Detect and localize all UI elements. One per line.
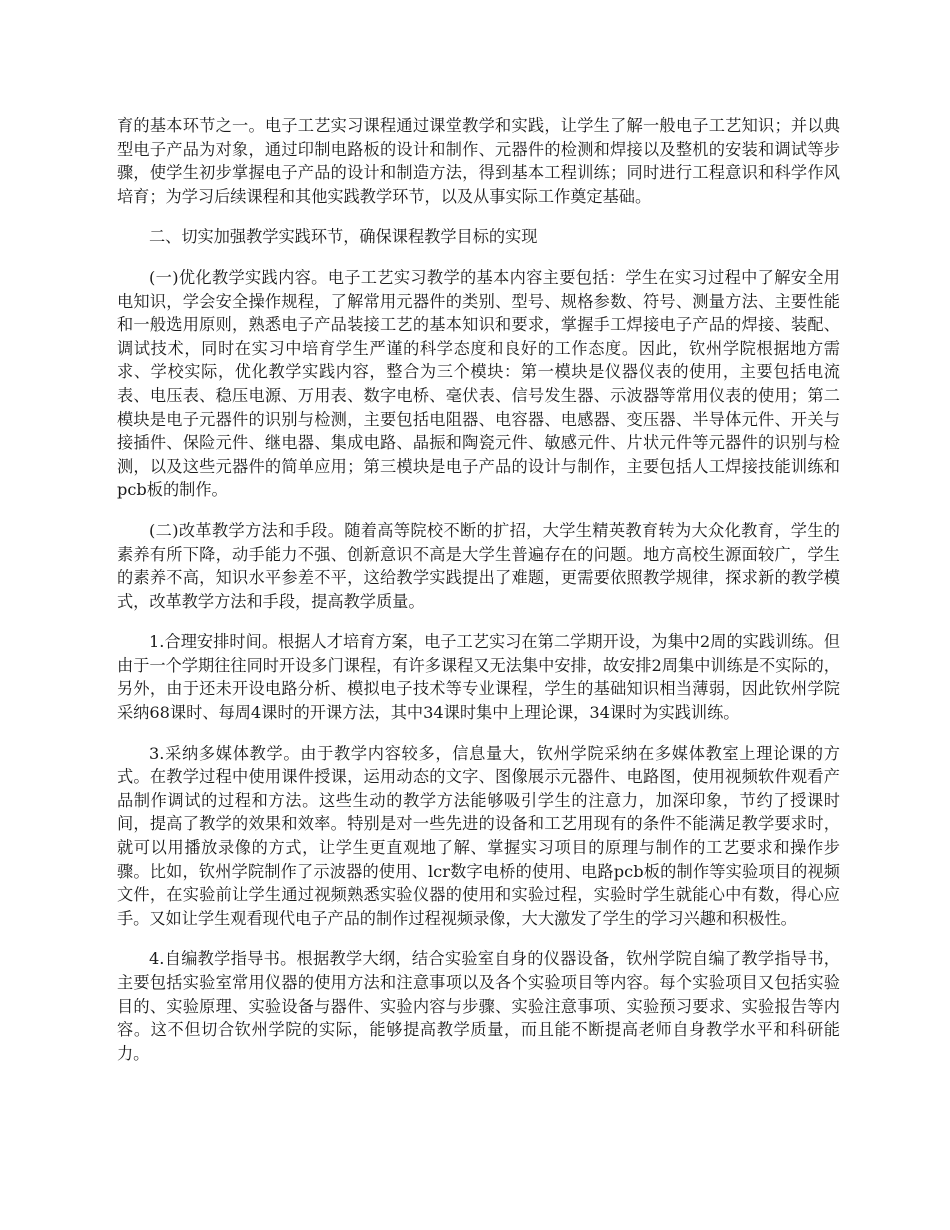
paragraph-reform-methods: (二)改革教学方法和手段。随着高等院校不断的扩招，大学生精英教育转为大众化教育，学生的素养有所下降，动手能力不强、创新意识不高是大学生普遍存在的问题。地方高校生源面较广，学生的素养不高，知识水平参差不平，这给教学实践提出了难题，更需要依照教学规律，探求新的教学模式，改革教学方法和手段，提高教学质量。 <box>117 520 840 611</box>
paragraph-continuation: 育的基本环节之一。电子工艺实习课程通过课堂教学和实践，让学生了解一般电子工艺知识；并以典型电子产品为对象，通过印制电路板的设计和制作、元器件的检测和焊接以及整机的安装和调试等步骤，使学生初步掌握电子产品的设计和制造方法，得到基本工程训练；同时进行工程意识和科学作风培育；为学习后续课程和其他实践教学环节，以及从事实际工作奠定基础。 <box>117 116 840 206</box>
section-heading: 二、切实加强教学实践环节，确保课程教学目标的实现 <box>149 227 538 247</box>
document-body <box>117 114 840 1082</box>
paragraph-optimize-content: (一)优化教学实践内容。电子工艺实习教学的基本内容主要包括：学生在实习过程中了解安全用电知识，学会安全操作规程，了解常用元器件的类别、型号、规格参数、符号、测量方法、主要性能和一般选用原则，熟悉电子产品装接工艺的基本知识和要求，掌握手工焊接电子产品的焊接、装配、调试技术，同时在实习中培育学生严谨的科学态度和良好的工作态度。因此，钦州学院根据地方需求、学校实际，优化教学实践内容，整合为三个模块：第一模块是仪器仪表的使用，主要包括电流表、电压表、稳压电源、万用表、数字电桥、毫伏表、信号发生器、示波器等常用仪表的使用；第二模块是电子元器件的识别与检测，主要包括电阻器、电容器、电感器、变压器、半导体元件、开关与接插件、保险元件、继电器、集成电路、晶振和陶瓷元件、敏感元件、片状元件等元器件的识别与检测，以及这些元器件的简单应用；第三模块是电子产品的设计与制作，主要包括人工焊接技能训练和pcb板的制作。 <box>117 267 840 500</box>
paragraph-guidebook: 4.自编教学指导书。根据教学大纲，结合实验室自身的仪器设备，钦州学院自编了教学指导书，主要包括实验室常用仪器的使用方法和注意事项以及各个实验项目等内容。每个实验项目又包括实验目的、实验原理、实验设备与器件、实验内容与步骤、实验注意事项、实验预习要求、实验报告等内容。这不但切合钦州学院的实际，能够提高教学质量，而且能不断提高老师自身教学水平和科研能力。 <box>117 949 840 1063</box>
paragraph-schedule-time: 1.合理安排时间。根据人才培育方案，电子工艺实习在第二学期开设，为集中2周的实践训练。但由于一个学期往往同时开设多门课程，有许多课程又无法集中安排，故安排2周集中训练是不实际的，另外，由于还未开设电路分析、模拟电子技术等专业课程，学生的基础知识相当薄弱，因此钦州学院采纳68课时、每周4课时的开课方法，其中34课时集中上理论课，34课时为实践训练。 <box>117 632 840 723</box>
paragraph-multimedia: 3.采纳多媒体教学。由于教学内容较多，信息量大，钦州学院采纳在多媒体教室上理论课的方式。在教学过程中使用课件授课，运用动态的文字、图像展示元器件、电路图，使用视频软件观看产品制作调试的过程和方法。这些生动的教学方法能够吸引学生的注意力，加深印象，节约了授课时间，提高了教学的效果和效率。特别是对一些先进的设备和工艺用现有的条件不能满足教学要求时，就可以用播放录像的方式，让学生更直观地了解、掌握实习项目的原理与制作的工艺要求和操作步骤。比如，钦州学院制作了示波器的使用、lcr数字电桥的使用、电路pcb板的制作等实验项目的视频文件，在实验前让学生通过视频熟悉实验仪器的使用和实验过程，实验时学生就能心中有数，得心应手。又如让学生观看现代电子产品的制作过程视频录像，大大激发了学生的学习兴趣和积极性。 <box>117 743 840 928</box>
